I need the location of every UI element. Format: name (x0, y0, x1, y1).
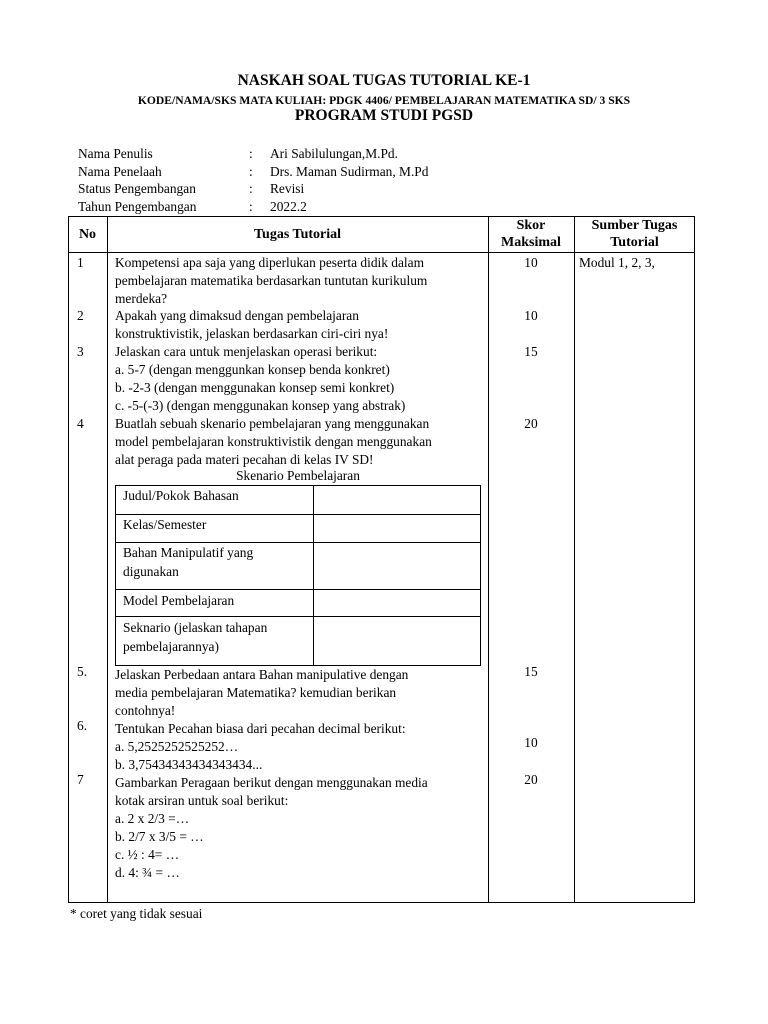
row-score: 20 (524, 772, 538, 787)
row-number: 6. (77, 718, 88, 733)
table-divider (107, 216, 108, 903)
course-line: KODE/NAMA/SKS MATA KULIAH: PDGK 4406/ PEMBELAJARAN MATEMATIKA SD/ 3 SKS (137, 94, 631, 107)
task-line: Apakah yang dimaksud dengan pembelajaran (115, 308, 359, 323)
meta-colon: : (249, 146, 253, 161)
task-line: a. 5-7 (dengan menggunkan konsep benda konkret) (115, 362, 390, 377)
header-no: No (78, 227, 97, 242)
scenario-field-label: Kelas/Semester (123, 517, 207, 532)
table-header-divider (68, 252, 695, 253)
document-title: NASKAH SOAL TUGAS TUTORIAL KE-1 (237, 72, 531, 89)
meta-label: Status Pengembangan (78, 181, 196, 196)
task-line: konstruktivistik, jelaskan berdasarkan ciri-ciri nya! (115, 326, 389, 341)
meta-colon: : (249, 198, 253, 214)
scenario-field-label: Model Pembelajaran (123, 593, 235, 608)
meta-value: Drs. Maman Sudirman, M.Pd (270, 163, 429, 179)
table-divider (574, 216, 575, 903)
row-number: 4 (77, 416, 84, 431)
row-number: 3 (77, 344, 84, 359)
meta-label: Nama Penulis (78, 146, 153, 161)
task-line: Buatlah sebuah skenario pembelajaran yang menggunakan (115, 416, 430, 431)
row-number: 1 (77, 255, 84, 270)
scenario-field-label: Judul/Pokok Bahasan (123, 488, 239, 503)
task-line: media pembelajaran Matematika? kemudian berikan (115, 685, 397, 700)
source-value: Modul 1, 2, 3, (579, 255, 655, 270)
header-score-line2: Maksimal (501, 235, 561, 250)
meta-value: Revisi (270, 181, 305, 196)
task-line: kotak arsiran untuk soal berikut: (115, 793, 289, 808)
task-line: Jelaskan cara untuk menjelaskan operasi berikut: (115, 344, 378, 359)
task-line: model pembelajaran konstruktivistik dengan menggunakan (115, 434, 432, 449)
meta-label: Nama Penelaah (78, 163, 162, 179)
task-line: Gambarkan Peragaan berikut dengan menggunakan media (115, 775, 428, 790)
task-line: a. 2 x 2/3 =… (115, 811, 190, 826)
scenario-table-divider (313, 485, 314, 666)
row-number: 5. (77, 664, 88, 679)
task-line: d. 4: ¾ = … (115, 865, 180, 880)
header-score-line1: Skor (516, 218, 546, 233)
row-score: 10 (524, 308, 538, 323)
task-line: a. 5,2525252525252… (115, 739, 239, 754)
scenario-subtitle: Skenario Pembelajaran (236, 468, 360, 483)
row-score: 20 (524, 416, 538, 431)
task-line: b. -2-3 (dengan menggunakan konsep semi konkret) (115, 380, 395, 395)
task-line: Tentukan Pecahan biasa dari pecahan decimal berikut: (115, 721, 406, 736)
header-source-line2: Tutorial (610, 235, 659, 250)
scenario-field-label: pembelajarannya) (123, 639, 219, 654)
task-line: b. 2/7 x 3/5 = … (115, 829, 204, 844)
row-number: 7 (77, 772, 84, 787)
row-score: 10 (524, 735, 538, 750)
meta-value: Ari Sabilulungan,M.Pd. (270, 146, 398, 161)
scenario-row-divider (115, 616, 481, 617)
row-number: 2 (77, 308, 84, 323)
task-line: alat peraga pada materi pecahan di kelas IV SD! (115, 452, 374, 467)
task-line: b. 3,75434343434343434... (115, 757, 263, 772)
row-score: 10 (524, 255, 538, 270)
task-line: c. ½ : 4= … (115, 847, 180, 862)
task-line: c. -5-(-3) (dengan menggunakan konsep yang abstrak) (115, 398, 406, 413)
task-line: pembelajaran matematika berdasarkan tuntutan kurikulum (115, 273, 428, 288)
footnote: * coret yang tidak sesuai (70, 906, 203, 921)
meta-colon: : (249, 163, 253, 179)
program-name: PROGRAM STUDI PGSD (294, 107, 474, 124)
scenario-field-label: Bahan Manipulatif yang (123, 545, 254, 560)
task-line: Jelaskan Perbedaan antara Bahan manipulative dengan (115, 667, 409, 682)
header-source-line1: Sumber Tugas (591, 218, 678, 233)
meta-colon: : (249, 181, 253, 196)
meta-value: 2022.2 (270, 198, 307, 214)
task-line: contohnya! (115, 703, 176, 718)
scenario-field-label: digunakan (123, 564, 179, 579)
meta-label: Tahun Pengembangan (78, 198, 197, 214)
scenario-field-label: Seknario (jelaskan tahapan (123, 620, 268, 635)
scenario-row-divider (115, 589, 481, 590)
task-line: merdeka? (115, 291, 168, 306)
header-task: Tugas Tutorial (253, 227, 342, 242)
row-score: 15 (524, 344, 538, 359)
row-score: 15 (524, 664, 538, 679)
task-line: Kompetensi apa saja yang diperlukan peserta didik dalam (115, 255, 424, 270)
